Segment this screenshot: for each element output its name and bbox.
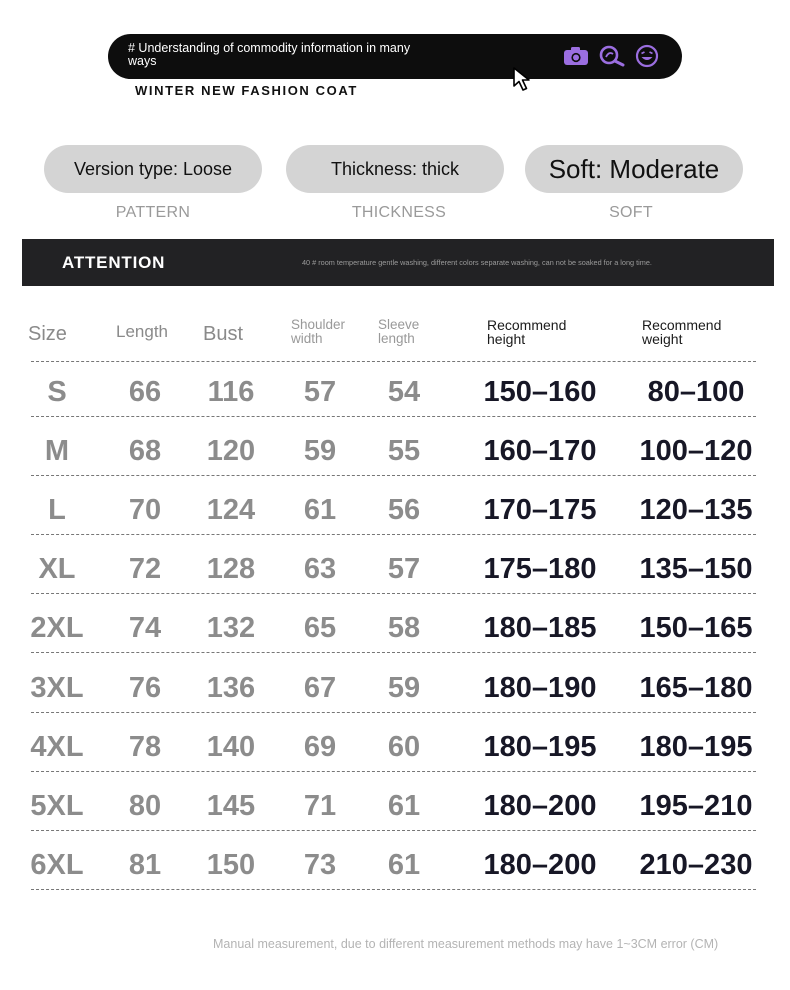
height-cell: 180–200 bbox=[483, 789, 597, 822]
search-icon[interactable] bbox=[599, 45, 625, 72]
header-bust: Bust bbox=[203, 323, 244, 345]
length-cell: 72 bbox=[128, 553, 162, 586]
table-divider bbox=[31, 475, 756, 476]
cursor-arrow-icon bbox=[512, 66, 540, 99]
table-divider bbox=[31, 712, 756, 713]
size-cell: XL bbox=[38, 553, 76, 586]
length-cell: 70 bbox=[128, 494, 162, 527]
shoulder-cell: 69 bbox=[303, 730, 337, 763]
measurement-footnote: Manual measurement, due to different measurement methods may have 1~3CM error (CM) bbox=[213, 937, 719, 951]
bust-cell: 120 bbox=[206, 435, 256, 468]
table-divider bbox=[31, 416, 756, 417]
header-length: Length bbox=[116, 322, 168, 341]
length-cell: 76 bbox=[128, 671, 162, 704]
bust-cell: 150 bbox=[206, 848, 256, 881]
weight-cell: 100–120 bbox=[639, 435, 753, 468]
weight-cell: 150–165 bbox=[639, 612, 753, 645]
attention-title: ATTENTION bbox=[62, 253, 166, 272]
sleeve-cell: 55 bbox=[387, 435, 421, 468]
sleeve-cell: 59 bbox=[387, 671, 421, 704]
table-row bbox=[0, 776, 790, 835]
height-cell: 170–175 bbox=[483, 494, 597, 527]
table-divider bbox=[31, 534, 756, 535]
length-cell: 81 bbox=[128, 848, 162, 881]
table-row bbox=[0, 362, 790, 421]
size-cell: 6XL bbox=[30, 848, 84, 881]
length-cell: 78 bbox=[128, 730, 162, 763]
table-row bbox=[0, 421, 790, 480]
sleeve-cell: 60 bbox=[387, 730, 421, 763]
bust-cell: 136 bbox=[206, 671, 256, 704]
info-search-bar[interactable] bbox=[108, 34, 682, 79]
washing-note: 40 # room temperature gentle washing, different colors separate washing, can not be soaked for a long time. bbox=[302, 258, 652, 267]
soft-attribute: Soft: Moderate bbox=[525, 145, 743, 193]
shoulder-cell: 59 bbox=[303, 435, 337, 468]
height-cell: 160–170 bbox=[483, 435, 597, 468]
shoulder-cell: 71 bbox=[303, 789, 337, 822]
shoulder-cell: 73 bbox=[303, 848, 337, 881]
header-sleeve-length: Sleeve length bbox=[378, 317, 420, 346]
sleeve-cell: 61 bbox=[387, 848, 421, 881]
length-cell: 66 bbox=[128, 376, 162, 408]
size-cell: S bbox=[47, 376, 67, 408]
soft-caption: SOFT bbox=[609, 204, 653, 221]
size-cell: 2XL bbox=[30, 612, 84, 645]
brand-title: WINTER NEW FASHION COAT bbox=[135, 83, 358, 98]
bust-cell: 132 bbox=[206, 612, 256, 645]
shoulder-cell: 57 bbox=[303, 376, 337, 408]
size-cell: 3XL bbox=[30, 671, 84, 704]
shoulder-cell: 65 bbox=[303, 612, 337, 645]
sleeve-cell: 54 bbox=[387, 376, 421, 408]
thickness-caption: THICKNESS bbox=[351, 204, 447, 221]
weight-cell: 120–135 bbox=[639, 494, 753, 527]
sleeve-cell: 57 bbox=[387, 553, 421, 586]
camera-icon[interactable] bbox=[563, 46, 589, 71]
sleeve-cell: 61 bbox=[387, 789, 421, 822]
table-row bbox=[0, 480, 790, 539]
height-cell: 180–185 bbox=[483, 612, 597, 645]
table-row bbox=[0, 717, 790, 776]
header-size: Size bbox=[28, 323, 67, 345]
length-cell: 80 bbox=[128, 789, 162, 822]
pattern-caption: PATTERN bbox=[115, 204, 191, 221]
length-cell: 74 bbox=[128, 612, 162, 645]
size-cell: M bbox=[44, 435, 70, 468]
height-cell: 180–195 bbox=[483, 730, 597, 763]
bust-cell: 128 bbox=[206, 553, 256, 586]
height-cell: 150–160 bbox=[483, 376, 597, 408]
weight-cell: 195–210 bbox=[639, 789, 753, 822]
sleeve-cell: 58 bbox=[387, 612, 421, 645]
header-recommend-height: Recommend height bbox=[487, 317, 567, 347]
height-cell: 180–190 bbox=[483, 671, 597, 704]
weight-cell: 180–195 bbox=[639, 730, 753, 763]
height-cell: 175–180 bbox=[483, 553, 597, 586]
shoulder-cell: 67 bbox=[303, 671, 337, 704]
table-row bbox=[0, 598, 790, 657]
search-bar-text: # Understanding of commodity information in many ways bbox=[128, 41, 411, 68]
table-divider bbox=[31, 593, 756, 594]
size-cell: L bbox=[48, 494, 66, 527]
size-cell: 5XL bbox=[30, 789, 84, 822]
table-divider bbox=[31, 830, 756, 831]
table-divider bbox=[31, 889, 756, 890]
table-row bbox=[0, 539, 790, 598]
weight-cell: 210–230 bbox=[639, 848, 753, 881]
table-row bbox=[0, 835, 790, 894]
size-cell: 4XL bbox=[30, 730, 84, 763]
header-shoulder-width: Shoulder width bbox=[291, 317, 346, 346]
bust-cell: 116 bbox=[207, 376, 255, 408]
bust-cell: 145 bbox=[206, 789, 256, 822]
weight-cell: 80–100 bbox=[647, 376, 745, 408]
smiley-icon[interactable] bbox=[635, 44, 659, 73]
header-recommend-weight: Recommend weight bbox=[642, 317, 722, 347]
weight-cell: 165–180 bbox=[639, 671, 753, 704]
bust-cell: 140 bbox=[206, 730, 256, 763]
table-divider bbox=[31, 652, 756, 653]
table-row bbox=[0, 658, 790, 717]
table-divider bbox=[31, 771, 756, 772]
search-bar-icons bbox=[563, 44, 669, 73]
height-cell: 180–200 bbox=[483, 848, 597, 881]
shoulder-cell: 63 bbox=[303, 553, 337, 586]
bust-cell: 124 bbox=[206, 494, 256, 527]
sleeve-cell: 56 bbox=[387, 494, 421, 527]
thickness-attribute: Thickness: thick bbox=[286, 145, 504, 193]
weight-cell: 135–150 bbox=[639, 553, 753, 586]
shoulder-cell: 61 bbox=[303, 494, 337, 527]
pattern-attribute: Version type: Loose bbox=[44, 145, 262, 193]
length-cell: 68 bbox=[128, 435, 162, 468]
attention-banner bbox=[22, 239, 774, 286]
